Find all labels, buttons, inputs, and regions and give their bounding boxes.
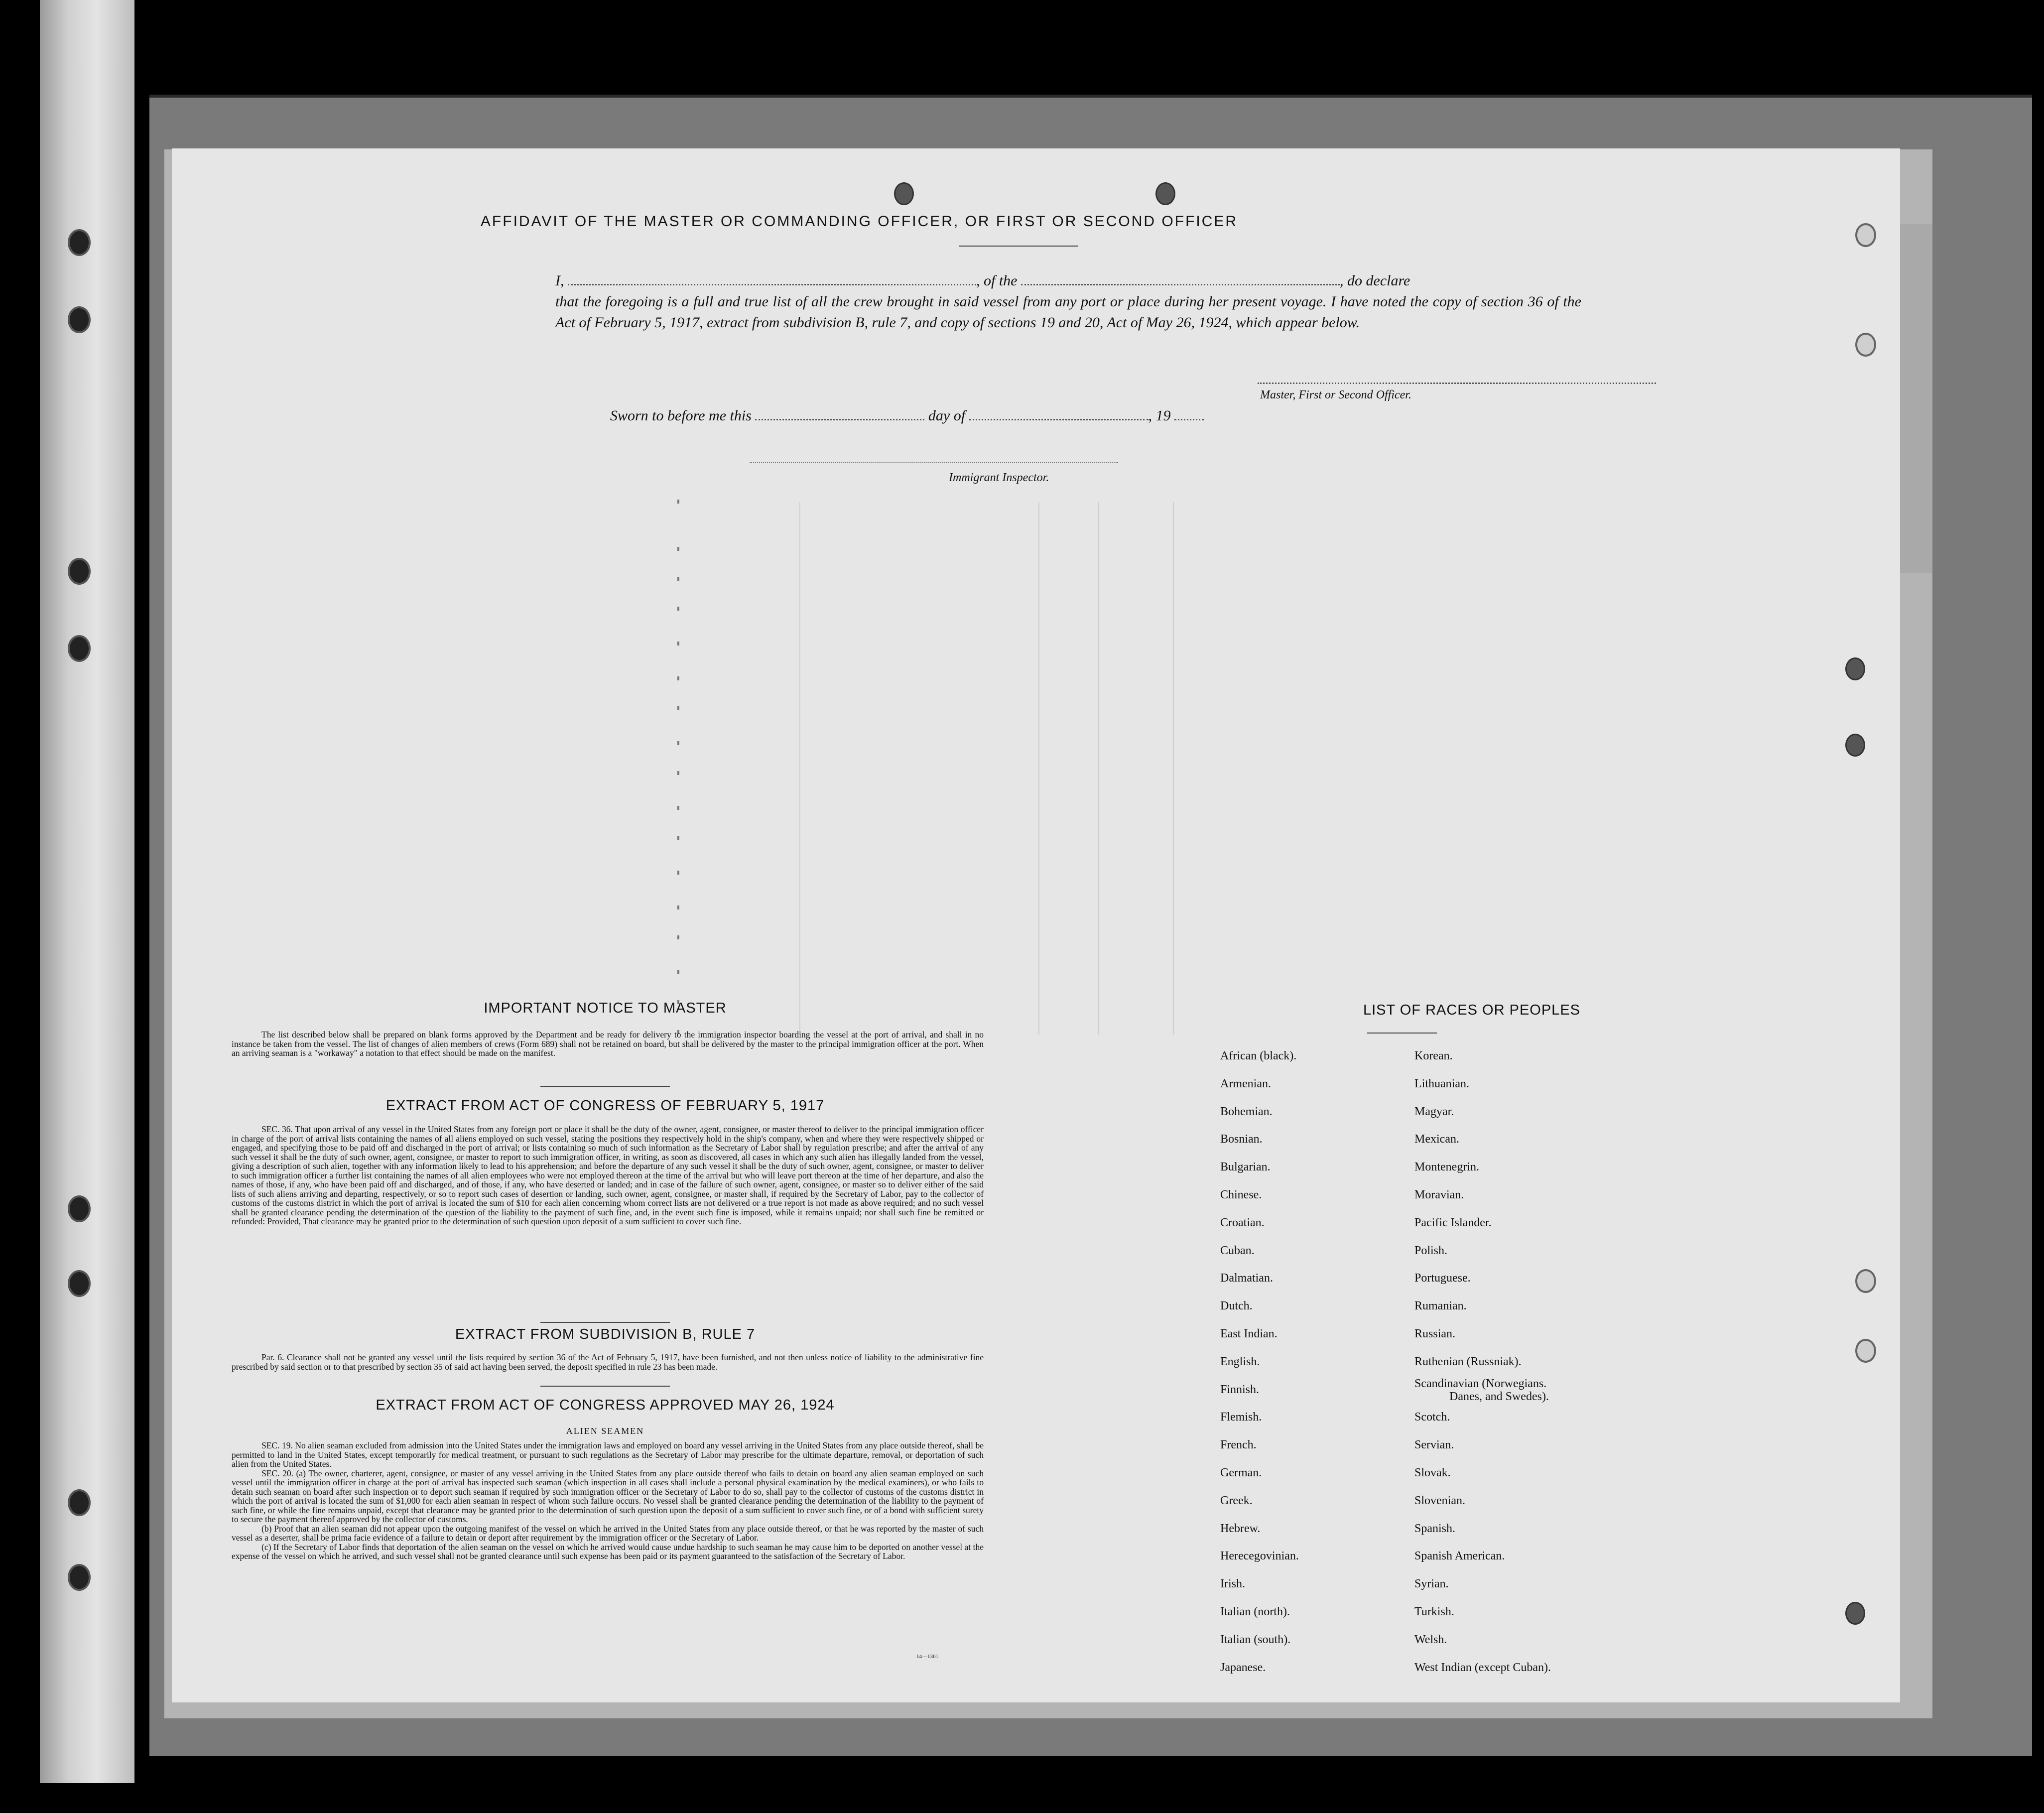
race-item: Spanish American. — [1414, 1550, 1505, 1563]
race-item: Armenian. — [1220, 1077, 1271, 1090]
divider — [540, 1086, 670, 1087]
divider — [540, 1386, 670, 1387]
act-1917-text: SEC. 36. That upon arrival of any vessel in the United States from any foreign port or place it shall be the duty of the owner, agent, consignee, or master thereof to deliver to the principal immigration officer in charge of the port of arrival lists containing the names of all aliens employed on such vessel, stating the positions they respectively hold in the ship's company, when and where they were respectively shipped or engaged, and specifying those to be paid off and discharged in the port of arrival; or lists containing so much of such information as the Secretary of Labor shall by regulation prescribe; and after the arrival of any such vessel it shall be the duty of such owner, agent, consignee, or master to report to such immigration officer, in writing, as soon as discovered, all cases in which any such alien has illegally landed from the vessel, giving a description of such alien, together with any information likely to lead to his apprehension; and before the departure of any such vessel it shall be the duty of such owner, agent, consignee, or master to deliver to such immigration officer a further list containing the names of all alien employees who were not employed thereon at the time of the arrival but who will leave port thereon at the time of her departure, and also the names of those, if any, who have been paid off and discharged, and of those, if any, who have deserted or landed; and in case of the failure of such owner, agent, consignee, or master so to deliver either of the said lists of such aliens arriving and departing, respectively, or so to report such cases of desertion or landing, such owner, agent, consignee, or master shall, if required by the Secretary of Labor, pay to the collector of customs of the customs district in which the port of arrival is located the sum of $10 for each alien concerning whom correct lists are not delivered or a true report is not made as above required; and no such vessel shall be granted clearance pending the determination of the question of the liability to the payment of such fine, and, in the event such fine is imposed, while it remains unpaid; nor shall such fine be remitted or refunded: Provided, That clearance may be granted prior to the determination of such question upon deposit of a sum sufficient to cover such fine. — [232, 1124, 984, 1226]
binder-hole — [68, 306, 91, 333]
race-item: Greek. — [1220, 1494, 1253, 1507]
race-item: Hebrew. — [1220, 1522, 1261, 1535]
punch-hole — [1855, 333, 1876, 357]
race-item: Lithuanian. — [1414, 1077, 1469, 1090]
act-1924-sec19: SEC. 19. No alien seaman excluded from admission into the United States under the immigration laws and employed on board any vessel arriving in the United States from any place outside thereof, shall be permitted to land in the United States, except temporarily for medical treatment, or pursuant to such regulations as the Secretary of Labor may prescribe for the ultimate departure, removal, or deportation of such alien from the United States. — [232, 1440, 984, 1469]
bleed-through-line — [799, 502, 800, 1035]
race-item: Pacific Islander. — [1414, 1216, 1492, 1229]
punch-hole — [1845, 657, 1865, 680]
sworn-day-field[interactable] — [755, 409, 924, 420]
binder-hole — [68, 1564, 91, 1591]
act-1924-text — [232, 1441, 984, 1561]
race-item: Mexican. — [1414, 1133, 1459, 1146]
binder-hole — [68, 635, 91, 662]
race-item: Bosnian. — [1220, 1133, 1263, 1146]
affidavit-text — [555, 270, 1581, 333]
race-item: Russian. — [1414, 1327, 1456, 1340]
divider — [540, 1322, 670, 1323]
affidavit-title: AFFIDAVIT OF THE MASTER OR COMMANDING OFFICER, OR FIRST OR SECOND OFFICER — [480, 213, 1238, 230]
affidavit-i: I, — [555, 272, 564, 289]
bleed-through-line — [1038, 502, 1039, 1035]
affidavit-do-declare: , do declare — [1340, 272, 1410, 289]
act-1924-sec20c: (c) If the Secretary of Labor finds that deportation of the alien seaman on the vessel on which he arrived would cause undue hardship to such seaman he may cause him to be deported on another vessel at the expense of the vessel on which he arrived, and such vessel shall not be granted clearance until such expense has been paid or its payment guaranteed to the satisfaction of the Secretary of Labor. — [232, 1542, 984, 1561]
races-title: LIST OF RACES OR PEOPLES — [1363, 1002, 1581, 1018]
race-item: Irish. — [1220, 1577, 1245, 1591]
race-item: Montenegrin. — [1414, 1161, 1479, 1174]
punch-hole — [894, 182, 914, 205]
notice-title: IMPORTANT NOTICE TO MASTER — [484, 1000, 727, 1016]
sworn-month-field[interactable] — [969, 409, 1149, 420]
race-item: Slovak. — [1414, 1466, 1451, 1479]
race-item: Bulgarian. — [1220, 1161, 1271, 1174]
race-item: Scotch. — [1414, 1411, 1450, 1424]
binder-hole — [68, 1270, 91, 1297]
race-item: German. — [1220, 1466, 1262, 1479]
notice-text: The list described below shall be prepared on blank forms approved by the Department and be ready for delivery to the immigration inspector boarding the vessel at the port of arrival, and shall in no instance be taken from the vessel. The list of changes of alien members of crews (Form 689) shall not be retained on board, but shall be delivered by the master to the principal immigration officer at the port. When an arriving seaman is a "workaway" a notation to that effect should be made on the manifest. — [232, 1030, 984, 1058]
race-item-continued: Danes, and Swedes). — [1449, 1390, 1549, 1403]
sworn-text-a: Sworn to before me this — [610, 407, 752, 424]
act-1924-title: EXTRACT FROM ACT OF CONGRESS APPROVED MAY 26, 1924 — [376, 1397, 835, 1413]
affidavit-page — [172, 148, 1900, 1702]
punch-hole — [1845, 734, 1865, 757]
race-item: Dutch. — [1220, 1299, 1253, 1313]
race-item: Moravian. — [1414, 1188, 1464, 1201]
race-item: Dalmatian. — [1220, 1272, 1273, 1285]
race-item: Chinese. — [1220, 1188, 1262, 1201]
binder-hole — [68, 1489, 91, 1516]
race-item: Italian (north). — [1220, 1605, 1290, 1618]
bleed-through-line — [1098, 502, 1099, 1035]
punch-hole — [1855, 1269, 1876, 1293]
race-item: African (black). — [1220, 1049, 1297, 1062]
binder-hole — [68, 1195, 91, 1222]
punch-hole — [1845, 1602, 1865, 1625]
act-1924-sec20a: SEC. 20. (a) The owner, charterer, agent, consignee, or master of any vessel arriving in the United States from any place outside thereof who fails to detain on board any alien seaman employed on such vessel until the immigration officer in charge at the port of arrival has inspected such seaman (which inspection in all cases shall include a personal physical examination by the medical examiners), or who fails to detain such seaman on board after such inspection or to deport such seaman if required by such immigration officer or the Secretary of Labor to do so, shall pay to the collector of customs of the customs district in which the port of arrival is located the sum of $1,000 for each alien seaman in respect of whom such failure occurs. No vessel shall be granted clearance pending the determination of the liability to the payment of such fine, or while the fine remains unpaid, except that clearance may be granted prior to the determination of such question upon the deposit of a sum sufficient to cover such fine, or of a bond with sufficient surety to secure the payment thereof approved by the collector of customs. — [232, 1468, 984, 1524]
sworn-text-b: day of — [928, 407, 966, 424]
race-item: East Indian. — [1220, 1327, 1278, 1340]
form-number: 14—1361 — [916, 1654, 938, 1660]
race-item: English. — [1220, 1355, 1260, 1368]
punch-hole — [1855, 1339, 1876, 1363]
name-field[interactable] — [568, 273, 976, 285]
inspector-signature-line[interactable] — [750, 462, 1118, 463]
race-item: Bohemian. — [1220, 1105, 1273, 1118]
master-signature-line[interactable] — [1258, 383, 1656, 384]
race-item: Slovenian. — [1414, 1494, 1465, 1507]
punch-hole — [1855, 223, 1876, 247]
race-item: Rumanian. — [1414, 1299, 1467, 1313]
rule-7-title: EXTRACT FROM SUBDIVISION B, RULE 7 — [455, 1326, 756, 1342]
alien-seamen-subtitle: ALIEN SEAMEN — [566, 1426, 644, 1436]
divider — [959, 246, 1078, 247]
affidavit-of-the: , of the — [976, 272, 1018, 289]
race-item: Korean. — [1414, 1049, 1453, 1062]
inspector-signature-label: Immigrant Inspector. — [949, 471, 1049, 484]
binder-hole — [68, 558, 91, 585]
sworn-line — [610, 407, 1204, 424]
race-item: Portuguese. — [1414, 1272, 1471, 1285]
sworn-year-field[interactable] — [1174, 409, 1204, 420]
race-item: Cuban. — [1220, 1244, 1255, 1257]
affidavit-body: that the foregoing is a full and true list of all the crew brought in said vessel from any port or place during her present voyage. I have noted the copy of section 36 of the Act of February 5, 1917, extract from subdivision B, rule 7, and copy of sections 19 and 20, Act of May 26, 1924, which appear below. — [555, 293, 1581, 331]
race-item: Scandinavian (Norwegians. — [1414, 1377, 1547, 1390]
race-item: Welsh. — [1414, 1633, 1447, 1646]
sworn-text-c: , 19 — [1148, 407, 1171, 424]
race-item: Finnish. — [1220, 1383, 1260, 1396]
race-item: Polish. — [1414, 1244, 1448, 1257]
rule-7-text: Par. 6. Clearance shall not be granted any vessel until the lists required by section 36 of the Act of February 5, 1917, have been furnished, and not then unless notice of liability to the administrative fine prescribed by said section or to that prescribed by section 35 of said act having been served, the deposit specified in rule 23 has been made. — [232, 1352, 984, 1372]
binder-hole — [68, 229, 91, 256]
race-item: Servian. — [1414, 1438, 1454, 1452]
act-1924-sec20b: (b) Proof that an alien seaman did not appear upon the outgoing manifest of the vessel on which he arrived in the United States from any place outside thereof, or that he was reported by the master of such vessel as a deserter, shall be prima facie evidence of a failure to detain or deport after requirement by the immigration officer or the Secretary of Labor. — [232, 1523, 984, 1543]
race-item: West Indian (except Cuban). — [1414, 1661, 1551, 1674]
race-item: French. — [1220, 1438, 1257, 1452]
race-item: Croatian. — [1220, 1216, 1265, 1229]
divider — [1367, 1033, 1437, 1034]
race-item: Ruthenian (Russniak). — [1414, 1355, 1522, 1368]
race-item: Magyar. — [1414, 1105, 1454, 1118]
binder-strip — [40, 0, 134, 1783]
master-signature-label: Master, First or Second Officer. — [1260, 388, 1411, 401]
race-item: Spanish. — [1414, 1522, 1456, 1535]
punch-hole — [1155, 182, 1175, 205]
race-item: Japanese. — [1220, 1661, 1266, 1674]
bleed-through-line — [1173, 502, 1174, 1035]
vessel-field[interactable] — [1021, 273, 1340, 285]
race-item: Italian (south). — [1220, 1633, 1291, 1646]
race-item: Syrian. — [1414, 1577, 1449, 1591]
race-item: Turkish. — [1414, 1605, 1454, 1618]
act-1917-title: EXTRACT FROM ACT OF CONGRESS OF FEBRUARY 5, 1917 — [385, 1098, 825, 1114]
race-item: Herecegovinian. — [1220, 1550, 1299, 1563]
race-item: Flemish. — [1220, 1411, 1262, 1424]
